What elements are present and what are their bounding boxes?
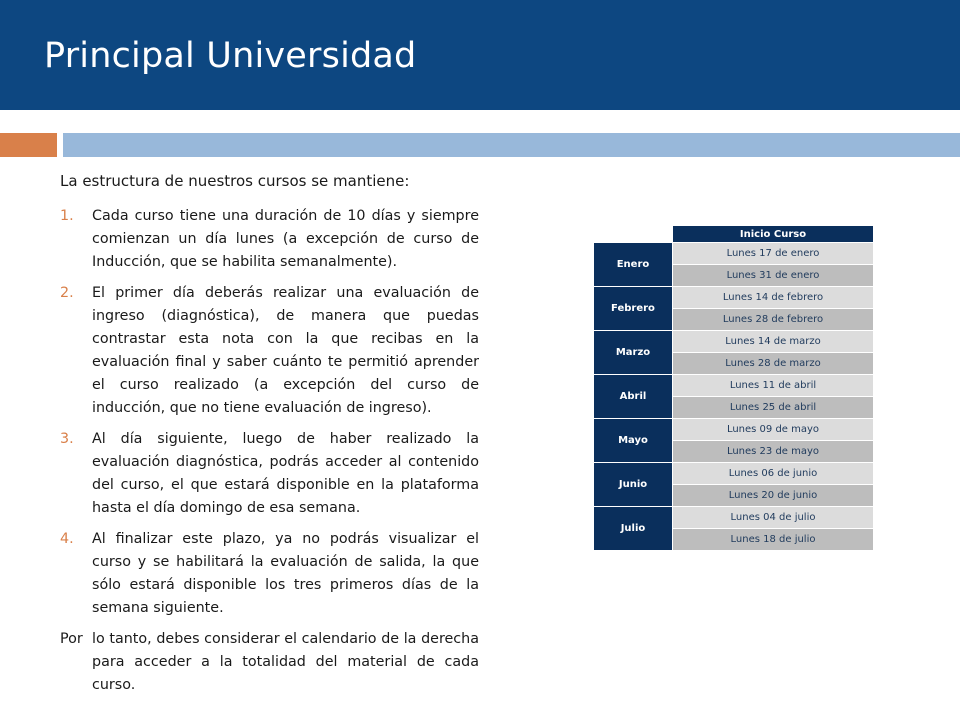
list-number: 2. [60, 285, 74, 301]
date-cell: Lunes 28 de marzo [673, 353, 873, 374]
rules-list [60, 205, 479, 620]
table-corner [594, 226, 672, 242]
list-item-text: El primer día deberás realizar una evaluación de ingreso (diagnóstica), de manera que puedas contrastar esta nota con la que recibas en la evaluación final y saber cuánto te permitió aprender el curso realizado (a excepción del curso de inducción, que no tiene evaluación de ingreso). [92, 285, 479, 416]
list-item-text: Al finalizar este plazo, ya no podrás visualizar el curso y se habilitará la evaluación de salida, la que sólo estará disponible los tres primeros días de la semana siguiente. [92, 531, 479, 616]
accent-bar-blue [63, 133, 960, 157]
date-cell: Lunes 23 de mayo [673, 441, 873, 462]
accent-bar-orange [0, 133, 57, 157]
date-cell: Lunes 20 de junio [673, 485, 873, 506]
date-cell: Lunes 14 de febrero [673, 287, 873, 308]
list-number: 4. [60, 531, 74, 547]
table-row [594, 507, 873, 528]
list-item-text: Cada curso tiene una duración de 10 días y siempre comienzan un día lunes (a excepción de curso de Inducción, que se habilita semanalmente). [92, 208, 479, 270]
list-item [60, 428, 479, 520]
list-item-text: Al día siguiente, luego de haber realizado la evaluación diagnóstica, podrás acceder al contenido del curso, el que estará disponible en la plataforma hasta el día domingo de esa semana. [92, 431, 479, 516]
list-number: 1. [60, 208, 74, 224]
closing-lead: Por [60, 631, 83, 647]
list-number: 3. [60, 431, 74, 447]
month-cell: Enero [594, 243, 672, 286]
date-cell: Lunes 17 de enero [673, 243, 873, 264]
closing-paragraph [60, 628, 479, 697]
closing-text: lo tanto, debes considerar el calendario de la derecha para acceder a la totalidad del material de cada curso. [92, 631, 479, 693]
table-row [594, 375, 873, 396]
date-cell: Lunes 25 de abril [673, 397, 873, 418]
table-row [594, 463, 873, 484]
date-cell: Lunes 28 de febrero [673, 309, 873, 330]
body-text [60, 170, 479, 697]
date-cell: Lunes 06 de junio [673, 463, 873, 484]
table-row [594, 287, 873, 308]
month-cell: Julio [594, 507, 672, 550]
date-cell: Lunes 31 de enero [673, 265, 873, 286]
month-cell: Febrero [594, 287, 672, 330]
table-row [594, 243, 873, 264]
course-calendar-table [593, 225, 874, 551]
intro-text: La estructura de nuestros cursos se mantiene: [60, 172, 410, 190]
list-item [60, 282, 479, 420]
month-cell: Junio [594, 463, 672, 506]
date-cell: Lunes 14 de marzo [673, 331, 873, 352]
list-item [60, 528, 479, 620]
page-title: Principal Universidad [44, 36, 417, 76]
table-header: Inicio Curso [673, 226, 873, 242]
date-cell: Lunes 11 de abril [673, 375, 873, 396]
month-cell: Marzo [594, 331, 672, 374]
date-cell: Lunes 04 de julio [673, 507, 873, 528]
month-cell: Mayo [594, 419, 672, 462]
table-row [594, 419, 873, 440]
list-item [60, 205, 479, 274]
date-cell: Lunes 09 de mayo [673, 419, 873, 440]
date-cell: Lunes 18 de julio [673, 529, 873, 550]
table-row [594, 331, 873, 352]
title-banner [0, 0, 960, 110]
month-cell: Abril [594, 375, 672, 418]
